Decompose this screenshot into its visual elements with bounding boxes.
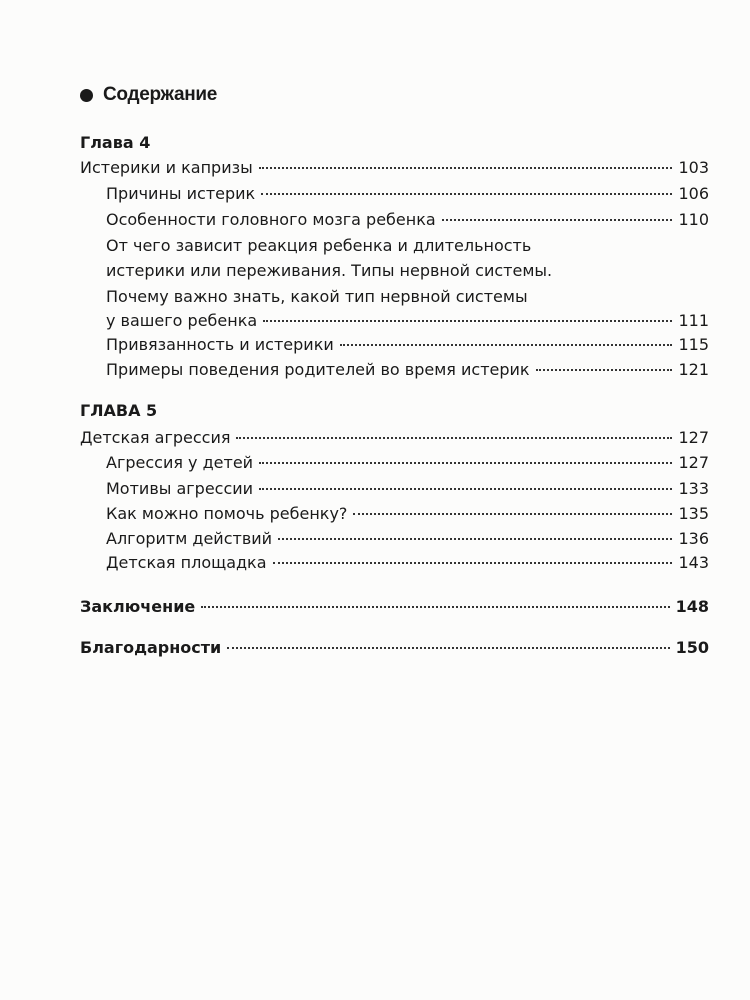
toc-entry-line[interactable]: Почему важно знать, какой тип нервной системы bbox=[106, 287, 528, 306]
toc-entry[interactable] bbox=[106, 360, 709, 380]
dot-leader bbox=[278, 538, 672, 540]
toc-entry[interactable] bbox=[106, 479, 709, 499]
dot-leader bbox=[273, 562, 673, 564]
entry-title: Детская агрессия bbox=[80, 428, 231, 447]
dot-leader bbox=[442, 219, 673, 221]
toc-entry[interactable] bbox=[106, 184, 709, 204]
dot-leader bbox=[263, 320, 672, 322]
toc-entry[interactable] bbox=[106, 553, 709, 573]
entry-title: Особенности головного мозга ребенка bbox=[106, 210, 436, 229]
entry-page: 136 bbox=[678, 529, 709, 548]
dot-leader bbox=[227, 647, 669, 649]
entry-page: 111 bbox=[678, 311, 709, 330]
entry-page: 133 bbox=[678, 479, 709, 498]
toc-entry-line[interactable]: От чего зависит реакция ребенка и длительность bbox=[106, 236, 532, 255]
toc-entry[interactable] bbox=[106, 453, 709, 473]
entry-page: 127 bbox=[678, 453, 709, 472]
entry-page: 135 bbox=[678, 504, 709, 523]
toc-entry-line[interactable]: истерики или переживания. Типы нервной системы. bbox=[106, 261, 553, 280]
chapter-4-label: Глава 4 bbox=[80, 133, 151, 152]
entry-title: Причины истерик bbox=[106, 184, 256, 203]
toc-header bbox=[80, 84, 217, 106]
dot-leader bbox=[261, 193, 672, 195]
entry-title: у вашего ребенка bbox=[106, 311, 258, 330]
entry-title: Алгоритм действий bbox=[106, 529, 273, 548]
entry-page: 121 bbox=[678, 360, 709, 379]
dot-leader bbox=[353, 513, 672, 515]
dot-leader bbox=[536, 369, 673, 371]
toc-entry[interactable] bbox=[106, 335, 709, 355]
entry-title: Детская площадка bbox=[106, 553, 267, 572]
entry-title: Как можно помочь ребенку? bbox=[106, 504, 348, 523]
entry-title: Агрессия у детей bbox=[106, 453, 254, 472]
entry-title: Заключение bbox=[80, 597, 196, 616]
dot-leader bbox=[259, 488, 672, 490]
toc-entry[interactable] bbox=[106, 210, 709, 230]
entry-title: Примеры поведения родителей во время истерик bbox=[106, 360, 530, 379]
toc-entry[interactable] bbox=[80, 428, 709, 448]
entry-page: 150 bbox=[675, 638, 709, 657]
toc-entry[interactable] bbox=[106, 311, 709, 331]
entry-page: 106 bbox=[678, 184, 709, 203]
entry-title: Привязанность и истерики bbox=[106, 335, 334, 354]
dot-leader bbox=[236, 437, 672, 439]
toc-entry[interactable] bbox=[80, 158, 709, 178]
toc-entry-thanks[interactable] bbox=[80, 638, 709, 658]
dot-leader bbox=[201, 606, 669, 608]
dot-leader bbox=[340, 344, 673, 346]
toc-entry[interactable] bbox=[106, 504, 709, 524]
entry-title: Мотивы агрессии bbox=[106, 479, 254, 498]
chapter-5-label: ГЛАВА 5 bbox=[80, 401, 158, 420]
bullet-icon bbox=[80, 89, 93, 102]
entry-page: 115 bbox=[678, 335, 709, 354]
entry-page: 127 bbox=[678, 428, 709, 447]
dot-leader bbox=[259, 462, 672, 464]
entry-page: 148 bbox=[675, 597, 709, 616]
dot-leader bbox=[259, 167, 673, 169]
entry-page: 143 bbox=[678, 553, 709, 572]
entry-title: Истерики и капризы bbox=[80, 158, 253, 177]
toc-entry[interactable] bbox=[106, 529, 709, 549]
entry-page: 110 bbox=[678, 210, 709, 229]
toc-title: Содержание bbox=[103, 84, 218, 105]
entry-title: Благодарности bbox=[80, 638, 222, 657]
toc-entry-conclusion[interactable] bbox=[80, 597, 709, 617]
entry-page: 103 bbox=[678, 158, 709, 177]
